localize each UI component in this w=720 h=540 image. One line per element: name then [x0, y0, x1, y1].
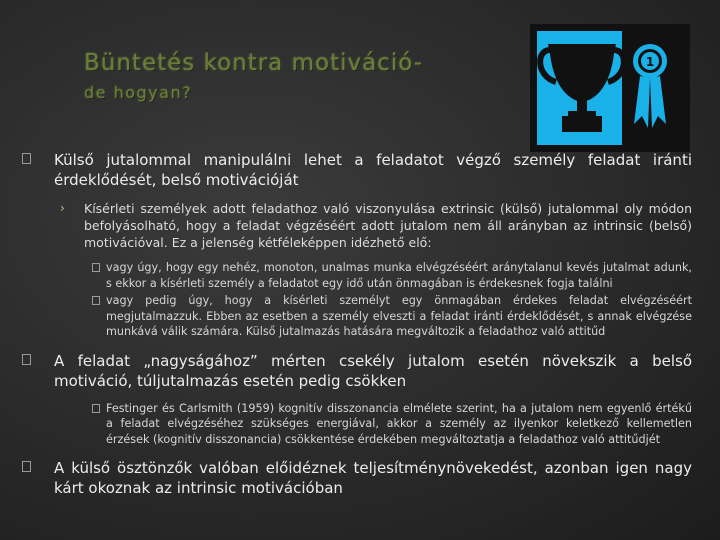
- bullet-box-icon: [92, 263, 100, 272]
- bullet-box-icon: [22, 153, 31, 164]
- bullet-level1: [22, 351, 692, 391]
- bullet-level2: [22, 200, 692, 251]
- bullet-text: Festinger és Carlsmith (1959) kognitív disszonancia elmélete szerint, ha a jutalom nem egyenlő értékű a feladat elvégzéséhez szükséges energiával, akkor a személy az ilyenkor keletkező kellemetlen érzések (kognitív disszonancia) csökkentése érdekében megváltoztatja a feladathoz való attitűdjét: [106, 401, 692, 446]
- bullet-text: A feladat „nagyságához” mérten csekély jutalom esetén növekszik a belső motiváció, túljutalmazás esetén pedig csökken: [54, 351, 692, 390]
- slide-subtitle: de hogyan?: [84, 83, 193, 102]
- trophy-ribbon-icon: [530, 24, 690, 152]
- bullet-level3: [22, 293, 692, 340]
- svg-text:1: 1: [645, 55, 655, 69]
- bullet-level1: [22, 458, 692, 498]
- bullet-level1: [22, 150, 692, 190]
- slide-content: [22, 150, 692, 502]
- bullet-text: A külső ösztönzők valóban előidéznek teljesítménynövekedést, azonban igen nagy kárt okoznak az intrinsic motivációban: [54, 459, 692, 497]
- bullet-box-icon: [22, 354, 31, 365]
- bullet-text: Kísérleti személyek adott feladathoz való viszonyulása extrinsic (külső) jutalommal oly módon befolyásolható, hogy a feladat végzéséért adott jutalom nem áll arányban az intrinsic (belső) motivációval. Ez a jelenség kétféleképpen idézhető elő:: [84, 201, 692, 250]
- chevron-right-icon: ›: [60, 201, 65, 215]
- bullet-text: vagy úgy, hogy egy nehéz, monoton, unalmas munka elvégzéséért aránytalanul kevés jutalmat adunk, s ekkor a kísérleti személy a feladatot egy idő után önmagában is érdekesnek fogja találni: [106, 261, 692, 290]
- bullet-box-icon: [92, 296, 100, 305]
- slide-title: Büntetés kontra motiváció-: [84, 50, 424, 76]
- bullet-box-icon: [22, 461, 31, 472]
- bullet-level3: [22, 401, 692, 448]
- bullet-text: vagy pedig úgy, hogy a kísérleti személyt egy önmagában érdekes feladat elvégzéséért megjutalmazzuk. Ebben az esetben a személy elveszti a feladat iránti érdeklődését, s annak elvégzése munkává válik számára. Külső jutalmazás hatására megváltozik a feladathoz való attitűd: [106, 294, 692, 338]
- bullet-box-icon: [92, 404, 100, 413]
- bullet-text: Külső jutalommal manipulálni lehet a feladatot végző személy feladat iránti érdeklődését, belső motivációját: [54, 151, 692, 189]
- bullet-level3: [22, 260, 692, 291]
